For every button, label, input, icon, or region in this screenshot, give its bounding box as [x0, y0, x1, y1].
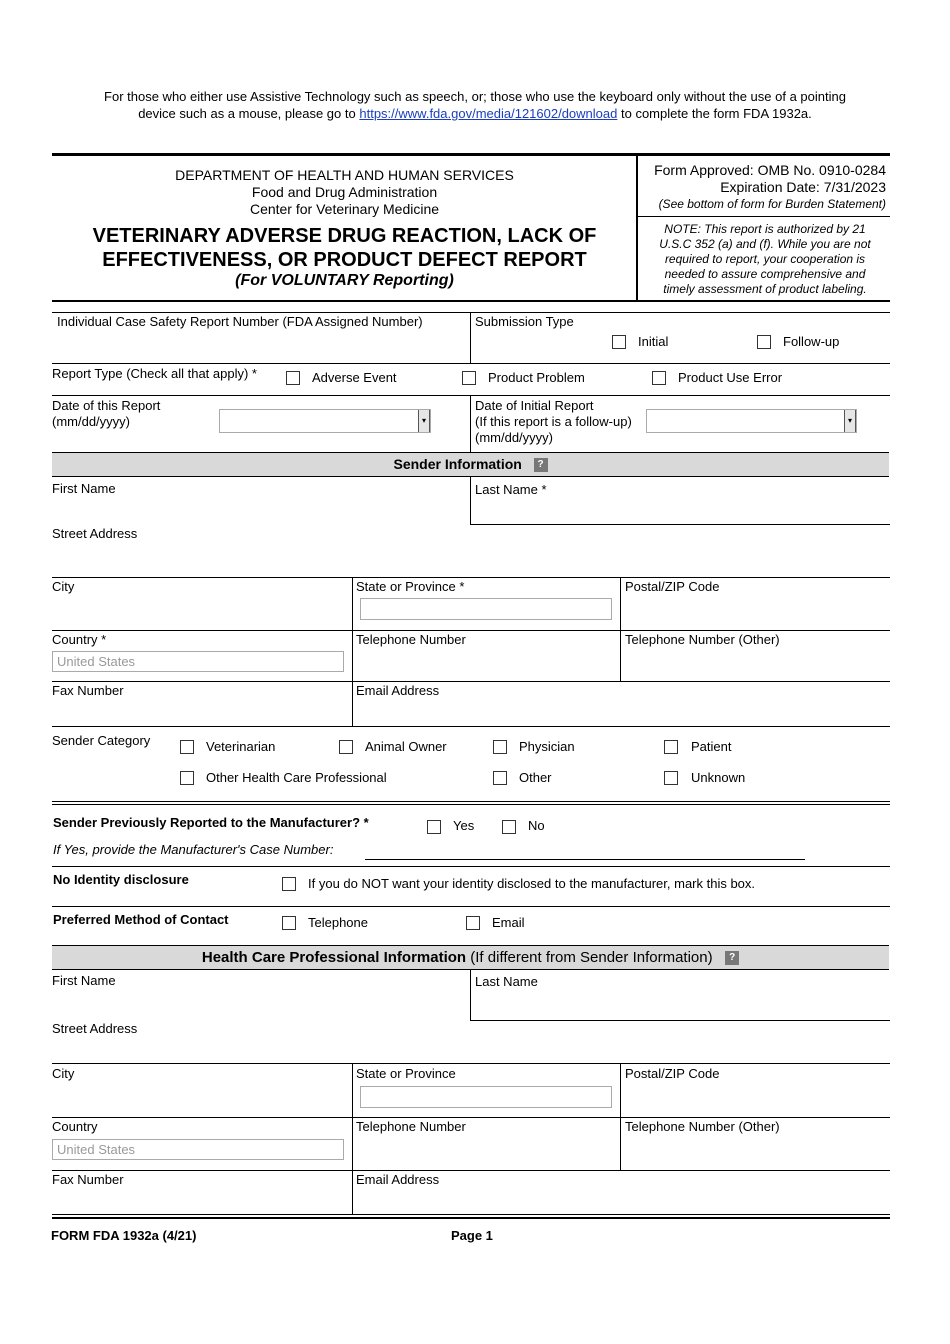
case-divider [470, 312, 471, 363]
form-title-line-2: EFFECTIVENESS, OR PRODUCT DEFECT REPORT [102, 249, 587, 271]
cat-veterinarian-label: Veterinarian [206, 739, 276, 754]
sender-street-label: Street Address [52, 526, 138, 541]
accessibility-line-1: For those who either use Assistive Technology such as speech, or; those who use the keyboard only without the use of a pointing [104, 89, 846, 104]
footer-rule-2 [52, 1217, 890, 1219]
submission-type-label: Submission Type [475, 314, 574, 329]
cat-unknown-checkbox[interactable] [664, 771, 678, 785]
prev-reported-no-label: No [528, 818, 545, 833]
hcp-country-field[interactable]: United States [52, 1139, 344, 1160]
hcp-last-name-label: Last Name [475, 974, 538, 989]
note-line-5: timely assessment of product labeling. [663, 282, 867, 296]
date-row-rule [52, 395, 890, 396]
sender-fax-rule [52, 681, 890, 682]
preferred-contact-rule [52, 906, 890, 907]
sender-first-name-label: First Name [52, 481, 116, 496]
expiration-date: Expiration Date: 7/31/2023 [720, 179, 886, 195]
department-name: DEPARTMENT OF HEALTH AND HUMAN SERVICES [175, 167, 514, 183]
header-note-divider [638, 216, 890, 217]
cat-other-label: Other [519, 770, 552, 785]
date-report-label-2: (mm/dd/yyyy) [52, 414, 130, 429]
report-type-label: Report Type (Check all that apply) * [52, 366, 257, 381]
date-initial-label [475, 398, 632, 446]
no-identity-rule [52, 866, 890, 867]
sender-city-label: City [52, 579, 75, 594]
agency-name: Food and Drug Administration [251, 184, 438, 200]
footer-rule-1 [52, 1214, 890, 1215]
adverse-event-checkbox[interactable] [286, 371, 300, 385]
header-bottom-rule [52, 300, 890, 302]
sender-section-title: Sender Information [393, 456, 522, 472]
preferred-contact-label: Preferred Method of Contact [53, 912, 229, 927]
sender-name-divider [470, 477, 471, 524]
form-title [52, 224, 637, 272]
prev-reported-rule-1 [52, 801, 890, 802]
omb-block [640, 162, 886, 213]
hcp-fax-rule [52, 1170, 890, 1171]
prev-reported-no-checkbox[interactable] [502, 820, 516, 834]
accessibility-line-2-post: to complete the form FDA 1932a. [621, 106, 812, 121]
sender-help-icon[interactable]: ? [534, 458, 548, 472]
case-number-label: If Yes, provide the Manufacturer's Case Number: [53, 842, 334, 857]
note-line-4: needed to assure comprehensive and [664, 267, 866, 281]
hcp-state-label: State or Province [356, 1066, 456, 1081]
no-identity-text: If you do NOT want your identity disclosed to the manufacturer, mark this box. [308, 876, 756, 891]
hcp-email-label: Email Address [356, 1172, 440, 1187]
cat-unknown-label: Unknown [691, 770, 746, 785]
date-report-label-1: Date of this Report [52, 398, 161, 413]
sender-col1-divider [352, 577, 353, 726]
date-report-picker[interactable] [219, 409, 431, 433]
accessibility-note [60, 88, 890, 122]
product-use-error-label: Product Use Error [678, 370, 783, 385]
download-link[interactable]: https://www.fda.gov/media/121602/download [359, 106, 618, 121]
cat-patient-checkbox[interactable] [664, 740, 678, 754]
product-problem-checkbox[interactable] [462, 371, 476, 385]
sender-postal-label: Postal/ZIP Code [625, 579, 720, 594]
initial-checkbox[interactable] [612, 335, 626, 349]
sender-country-field[interactable]: United States [52, 651, 344, 672]
case-top-rule [52, 312, 890, 313]
center-name: Center for Veterinary Medicine [249, 201, 440, 217]
page-number: Page 1 [451, 1228, 493, 1243]
sender-city-rule [52, 577, 890, 578]
sender-state-input[interactable] [360, 598, 612, 620]
burden-note: (See bottom of form for Burden Statement) [658, 197, 886, 211]
cat-other-hcp-label: Other Health Care Professional [206, 770, 387, 785]
sender-telephone-other-label: Telephone Number (Other) [625, 632, 780, 647]
sender-section-header [52, 452, 889, 477]
sender-country-rule [52, 630, 890, 631]
no-identity-label: No Identity disclosure [53, 872, 189, 887]
hcp-section-header [52, 945, 889, 970]
cat-physician-label: Physician [519, 739, 575, 754]
date-report-label [52, 398, 160, 430]
sender-telephone-label: Telephone Number [356, 632, 466, 647]
cat-animal-owner-checkbox[interactable] [339, 740, 353, 754]
product-use-error-checkbox[interactable] [652, 371, 666, 385]
date-initial-picker[interactable] [646, 409, 857, 433]
hcp-section-title-row [52, 949, 889, 966]
hcp-help-icon[interactable]: ? [725, 951, 739, 965]
prev-reported-rule-2 [52, 804, 890, 805]
hcp-section-title: Health Care Professional Information [201, 949, 467, 966]
cat-animal-owner-label: Animal Owner [365, 739, 447, 754]
hcp-col1-divider [352, 1063, 353, 1214]
date-initial-label-3: (mm/dd/yyyy) [475, 430, 553, 445]
form-subtitle: (For VOLUNTARY Reporting) [235, 272, 454, 289]
hcp-city-label: City [52, 1066, 75, 1081]
prev-reported-label: Sender Previously Reported to the Manufacturer? * [53, 815, 369, 830]
cat-other-hcp-checkbox[interactable] [180, 771, 194, 785]
prev-reported-yes-label: Yes [453, 818, 475, 833]
sender-category-label: Sender Category [52, 733, 151, 748]
date-initial-dropdown-icon[interactable]: ▾ [844, 410, 856, 432]
accessibility-line-2 [60, 105, 890, 122]
hcp-telephone-label: Telephone Number [356, 1119, 466, 1134]
pref-email-label: Email [492, 915, 525, 930]
sender-name-rule [470, 524, 890, 525]
cat-other-checkbox[interactable] [493, 771, 507, 785]
icsr-label: Individual Case Safety Report Number (FDA Assigned Number) [57, 314, 423, 329]
hcp-postal-label: Postal/ZIP Code [625, 1066, 720, 1081]
sender-section-title-row [52, 456, 889, 472]
hcp-street-label: Street Address [52, 1021, 138, 1036]
note-line-1: NOTE: This report is authorized by 21 [664, 222, 866, 236]
hcp-name-rule [470, 1020, 890, 1021]
hcp-name-divider [470, 970, 471, 1020]
case-number-input[interactable] [365, 859, 805, 860]
omb-number: Form Approved: OMB No. 0910-0284 [654, 162, 886, 178]
sender-fax-label: Fax Number [52, 683, 124, 698]
sender-country-label: Country * [52, 632, 107, 647]
cat-physician-checkbox[interactable] [493, 740, 507, 754]
header-top-rule [52, 153, 890, 156]
pref-email-checkbox[interactable] [466, 916, 480, 930]
hcp-country-label: Country [52, 1119, 98, 1134]
note-line-3: required to report, your cooperation is [664, 252, 866, 266]
hcp-fax-label: Fax Number [52, 1172, 124, 1187]
followup-label: Follow-up [783, 334, 840, 349]
hcp-state-input[interactable] [360, 1086, 612, 1108]
sender-state-label: State or Province * [356, 579, 465, 594]
pref-telephone-label: Telephone [308, 915, 368, 930]
cat-veterinarian-checkbox[interactable] [180, 740, 194, 754]
date-report-dropdown-icon[interactable]: ▾ [418, 410, 430, 432]
report-type-rule [52, 363, 890, 364]
authorization-note [640, 222, 890, 297]
accessibility-line-2-pre: device such as a mouse, please go to [138, 106, 356, 121]
sender-last-name-label: Last Name * [475, 482, 547, 497]
date-initial-label-2: (If this report is a follow-up) [475, 414, 632, 429]
hcp-first-name-label: First Name [52, 973, 116, 988]
hcp-section-suffix: (If different from Sender Information) [470, 949, 713, 966]
hcp-country-rule [52, 1117, 890, 1118]
followup-checkbox[interactable] [757, 335, 771, 349]
form-title-line-1: VETERINARY ADVERSE DRUG REACTION, LACK OF [92, 225, 597, 247]
date-row-divider [470, 395, 471, 452]
prev-reported-yes-checkbox[interactable] [427, 820, 441, 834]
initial-label: Initial [638, 334, 669, 349]
adverse-event-label: Adverse Event [312, 370, 397, 385]
cat-patient-label: Patient [691, 739, 732, 754]
sender-category-rule [52, 726, 890, 727]
product-problem-label: Product Problem [488, 370, 585, 385]
hcp-city-rule [52, 1063, 890, 1064]
date-initial-label-1: Date of Initial Report [475, 398, 594, 413]
hcp-telephone-other-label: Telephone Number (Other) [625, 1119, 780, 1134]
agency-block [52, 167, 637, 218]
no-identity-checkbox[interactable] [282, 877, 296, 891]
note-line-2: U.S.C 352 (a) and (f). While you are not [659, 237, 871, 251]
pref-telephone-checkbox[interactable] [282, 916, 296, 930]
form-id: FORM FDA 1932a (4/21) [51, 1228, 197, 1243]
sender-email-label: Email Address [356, 683, 440, 698]
